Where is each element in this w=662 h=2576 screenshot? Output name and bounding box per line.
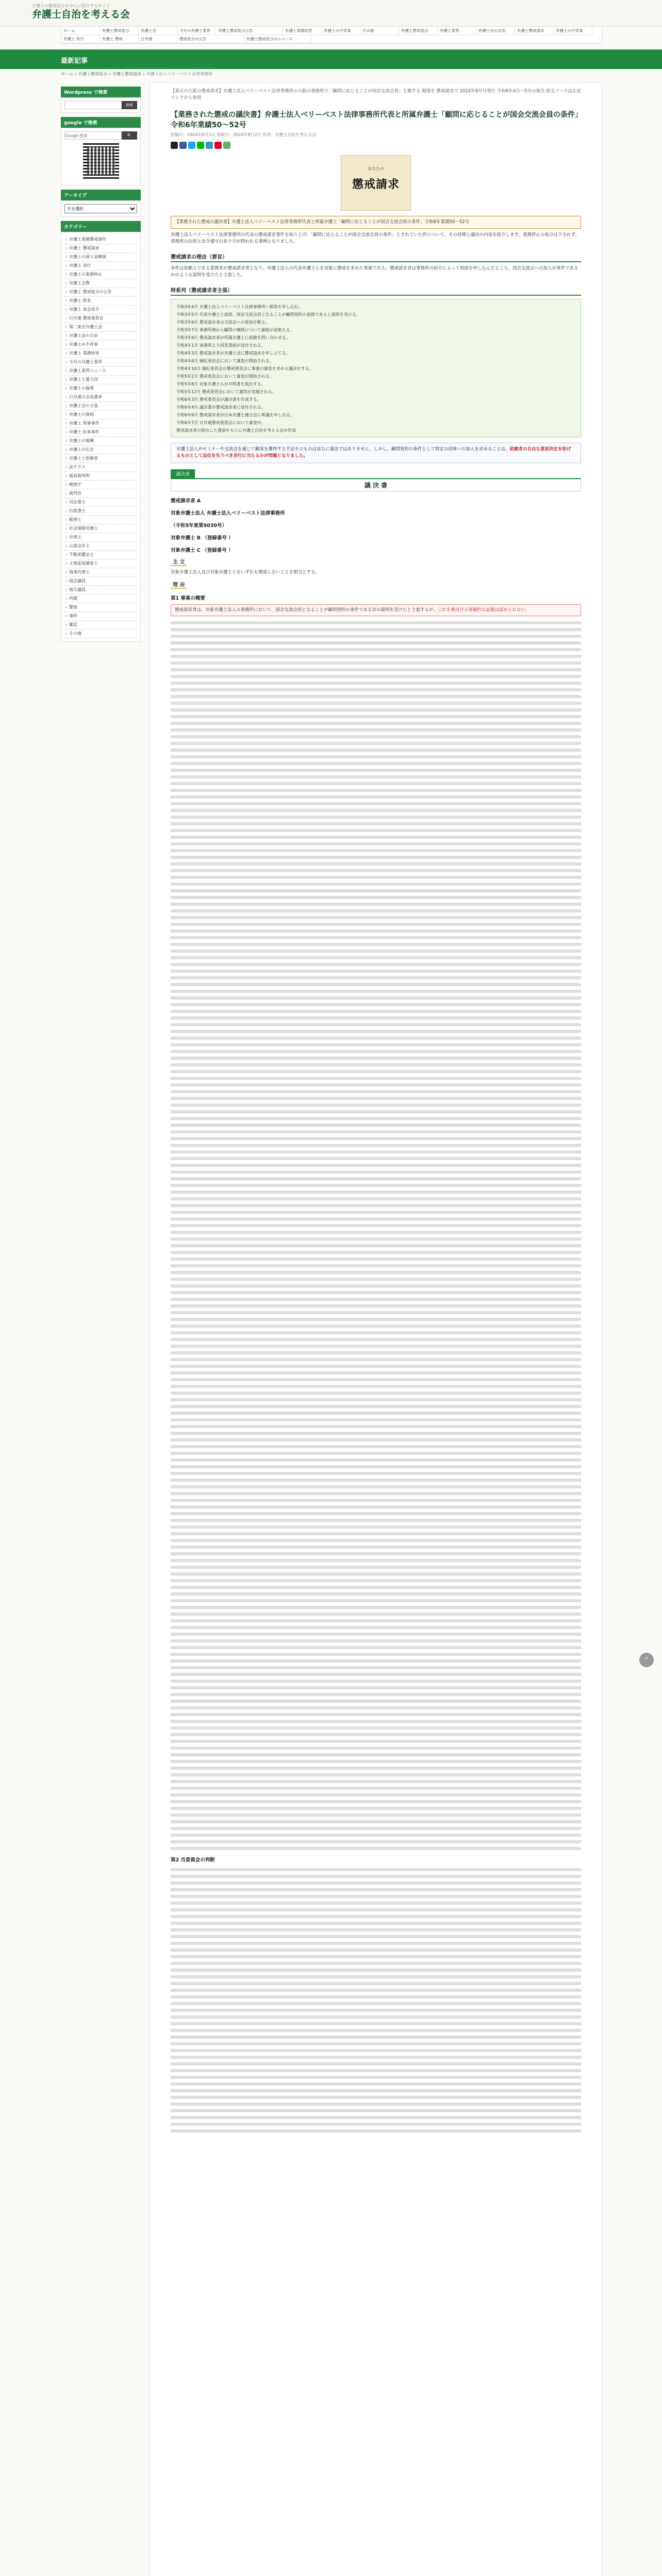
timeline-item: 令和3年6月 懲戒請求者は交流会への参加を断る。	[176, 319, 270, 325]
google-search-button[interactable]: 🔍	[122, 131, 137, 140]
category-item[interactable]: › 弁護士 非行	[64, 262, 137, 270]
nav-item[interactable]: 今月の弁護士業界	[177, 27, 216, 35]
category-item[interactable]: › 今月の弁護士業界	[64, 358, 137, 367]
category-item[interactable]: › 弁護士の倫理	[64, 384, 137, 393]
archive-box	[61, 200, 141, 217]
breadcrumb-item: 弁護士法人ベリーベスト法律事務所	[146, 72, 212, 76]
highlight-box	[171, 443, 581, 463]
line-share-icon[interactable]	[197, 142, 204, 149]
nav-item[interactable]: 弁護士業界	[438, 27, 476, 35]
category-item[interactable]: › 日弁連 懲戒委員会	[64, 314, 137, 323]
timeline-note: 懲戒請求者の提出した書面をもとに弁護士自治を考える会が作成	[176, 428, 296, 433]
category-item[interactable]: › 弁護士 退会命令	[64, 306, 137, 314]
widget-title: アーカイブ	[61, 190, 141, 200]
main-decision-heading: 主 文	[171, 557, 187, 566]
archive-select[interactable]	[64, 204, 137, 213]
doc-line: （令和5年東第9030号）	[171, 522, 227, 529]
nav-item[interactable]: 弁護士業務妨害	[283, 27, 322, 35]
category-item[interactable]: › 不動産鑑定士	[64, 551, 137, 560]
site-header	[0, 0, 662, 27]
section-heading: 時系列（懲戒請求者主張）	[171, 286, 581, 296]
nav-item[interactable]: 弁護士懲戒処分	[399, 27, 438, 35]
pinterest-share-icon[interactable]	[214, 142, 222, 149]
copy-link-icon[interactable]	[223, 142, 230, 149]
section-heading: 懲戒請求の理由（要旨）	[171, 252, 581, 262]
scroll-to-top-icon[interactable]: ⌃	[639, 1653, 654, 1667]
timeline-item: 令和6年3月 懲戒委員会が議決書を作成する。	[176, 397, 261, 402]
nav-item[interactable]: 日弁連	[139, 35, 177, 43]
hero-title: 懲戒請求	[352, 178, 400, 191]
category-item[interactable]: › 弁護士と暴力団	[64, 376, 137, 384]
emphasis-red: これを裏付ける客観的な証拠は認められない。	[437, 607, 530, 613]
highlight-red: 依頼者の自由な意思決定を妨げるものとして品位を失うべき非行に当たるかが問題となりました。	[176, 446, 571, 459]
main-decision: 対象弁護士法人及び対象弁護士らをいずれも懲戒しないことを相当とする。	[171, 569, 320, 575]
breadcrumb	[61, 71, 212, 77]
doc-line: 懲戒請求者 A	[171, 498, 201, 504]
category-item[interactable]: › 裁判官	[64, 489, 137, 498]
category-item[interactable]: › 行政書士	[64, 507, 137, 516]
nav-item[interactable]: 弁護士 懲戒	[100, 35, 139, 43]
nav-item[interactable]: 弁護士懲戒処分公告	[216, 27, 283, 35]
doc-line: 対象弁護士 B （登録番号 ）	[171, 535, 234, 541]
timeline-item: 令和5年12月 懲戒委員会において審問が実施される。	[176, 389, 276, 394]
category-item[interactable]: › 弁護士の預り金横領	[64, 253, 137, 262]
timeline-box	[171, 299, 581, 437]
nav-item[interactable]: ホーム	[61, 27, 100, 35]
site-logo[interactable]: 弁護士自治を考える会	[32, 9, 130, 20]
category-item[interactable]: › 弁護士の広告	[64, 446, 137, 454]
highlight-text: 弁護士法人がセミナーや交流会を通じて顧客を獲得する手法そのものは直ちに違法ではありません。しかし、顧問契約の条件として特定の団体への加入を求めることは、	[176, 446, 510, 452]
nav-item[interactable]: 弁護士の不祥事	[554, 27, 592, 35]
category-item[interactable]: › 雑記	[64, 621, 137, 630]
category-item[interactable]: › 社会保険労務士	[64, 524, 137, 533]
category-item[interactable]: › 弁護士の業務停止	[64, 270, 137, 279]
document-tab: 議決書	[171, 469, 195, 478]
emphasis-text: 懲戒請求者は、対象弁護士法人の事務所において、国会交流会員となることが顧問契約の条件である旨の説明を受けたと主張するが、	[175, 607, 438, 613]
timeline-item: 令和4年10月 綱紀委員会が懲戒委員会に事案の審査を求める議決をする。	[176, 366, 313, 371]
category-item[interactable]: › 最高裁判所	[64, 472, 137, 481]
category-item[interactable]: › 検察庁	[64, 481, 137, 489]
intro-paragraph: 弁護士法人ベリーベスト法律事務所の代表の懲戒請求事件を取り上げ、「顧問に応じることが国会交流会員の条件」とされていた件について、その経緯と議決の内容を紹介します。業務停止の処分は下されず、事務所の信用と法令遵守のあり方が問われる事例となりました。	[171, 232, 580, 244]
breadcrumb-sep: »	[73, 72, 78, 76]
share-buttons	[171, 142, 581, 149]
category-item[interactable]: › 内閣	[64, 595, 137, 603]
category-item[interactable]: › 弁護士の資格	[64, 411, 137, 419]
article-body-text	[171, 1866, 581, 2134]
category-item[interactable]: › 弁護士の不祥事	[64, 341, 137, 349]
main-nav	[61, 26, 602, 44]
widget-title: カテゴリー	[61, 221, 141, 232]
nav-item[interactable]: 弁護士懲戒請求	[515, 27, 554, 35]
bluesky-share-icon[interactable]	[188, 142, 195, 149]
timeline-item: 令和3年9月 懲戒請求者が所属弁護士に経緯を問い合わせる。	[176, 335, 290, 340]
timeline-item: 令和4年1月 事務所より回答書面が送付される。	[176, 343, 266, 348]
google-search-box	[61, 128, 141, 185]
callout: 【業務された懲戒の議決書】弁護士法人ベリーベスト法律事務所代表と所属弁護士「顧問に応じることが国会交流会員の条件」令和6年業績50～52号	[171, 216, 581, 229]
timeline-item: 令和6年6月 懲戒請求者が日本弁護士連合会に異議を申し出る。	[176, 412, 294, 417]
category-item[interactable]: › 弁護士の報酬	[64, 437, 137, 446]
banner-title: 最新記事	[61, 57, 88, 65]
category-item[interactable]: › 国会議員	[64, 577, 137, 586]
nav-item[interactable]: 弁護士懲戒処分	[100, 27, 139, 35]
summary-paragraph: 本件は依頼人である業務者が懲戒請求者となり、弁護士法人の代表弁護士らを対象に懲戒を求めた事案である。懲戒請求者は事務所の紹介によって相談を申し込んだところ、国会交流会への加入が条件であるかのような説明を受けたと主張した。	[171, 265, 578, 278]
timeline-item: 令和4年3月 懲戒請求者が弁護士会に懲戒請求を申し立てる。	[176, 350, 290, 355]
category-item[interactable]: › 地方議員	[64, 586, 137, 595]
timeline-item: 令和4年6月 綱紀委員会において調査が開始される。	[176, 358, 274, 363]
timeline-item: 令和5年8月 対象弁護士らが弁明書を提出する。	[176, 381, 266, 386]
timeline-item: 令和6年7月 日弁連懲戒委員会において審査中。	[176, 420, 266, 425]
category-item[interactable]: › 第二東京弁護士会	[64, 323, 137, 332]
breadcrumb-sep: »	[107, 72, 112, 76]
reason-heading: 理 由	[171, 580, 187, 589]
category-item[interactable]: › 弁護士業界ニュース	[64, 367, 137, 376]
category-item[interactable]: › 弁理士	[64, 533, 137, 542]
article	[150, 82, 602, 2576]
widget-title: google で検索	[61, 117, 141, 128]
emphasis-box	[171, 604, 581, 616]
nav-item[interactable]: 弁護士会の自治	[476, 27, 515, 35]
category-item[interactable]: › 日弁連の会長選挙	[64, 393, 137, 402]
category-item[interactable]: › 税理士	[64, 516, 137, 524]
qr-code-icon	[83, 143, 119, 179]
article-body-text	[171, 619, 581, 1851]
timeline-item: 令和3年4月 弁護士法人ベリーベスト法律事務所へ相談を申し込む。	[176, 304, 303, 309]
hero-image	[341, 155, 411, 211]
doc-line: 対象弁護士 C （登録番号 ）	[171, 547, 234, 553]
section-banner	[0, 49, 662, 69]
timeline-item: 令和5年2月 懲戒委員会において審査が開始される。	[176, 374, 274, 379]
nav-item[interactable]: 弁護士 非行	[61, 35, 100, 43]
nav-item[interactable]: 弁護士懲戒処分のニュース	[244, 35, 311, 43]
category-item[interactable]: › 土地家屋調査士	[64, 560, 137, 568]
category-item[interactable]: › 弁護士業務懲戒事件	[64, 235, 137, 244]
article-top-note: 【第五の大阪の懲戒請求】弁護士法人ベリーベスト法律事務所の大阪の事務所で「顧問に応じることが国会交流会員」と題する 報道を 懲戒請求で 2024年8月号発行 令和6年4月～5月の報告 原文ソースは左記リンクから参照	[171, 89, 581, 100]
category-item[interactable]: › 警察	[64, 603, 137, 612]
category-item[interactable]: › 事件	[64, 612, 137, 621]
hero-sub: あなたの	[368, 166, 384, 171]
wp-search-input[interactable]	[64, 101, 122, 109]
page-title: 【業務された懲戒の議決書】弁護士法人ベリーベスト法律事務所代表と所属弁護士「顧問に応じることが国会交流会員の条件」令和6年業績50～52号	[171, 111, 578, 129]
wp-search-button[interactable]: 検索	[122, 101, 137, 109]
breadcrumb-sep: »	[141, 72, 146, 76]
category-item[interactable]: › その他	[64, 630, 137, 638]
nav-item[interactable]: その他	[360, 27, 399, 35]
category-item[interactable]: › 司法書士	[64, 498, 137, 507]
nav-item[interactable]: 弁護士会	[139, 27, 177, 35]
timeline-item: 令和3年7月 事務所側から顧問の継続について連絡が途絶える。	[176, 327, 294, 332]
fact-heading: 第1 事案の概要	[171, 595, 205, 601]
category-item[interactable]: › 弁護士会の主張	[64, 402, 137, 411]
category-item[interactable]: › 弁護士 懲戒請求	[64, 244, 137, 253]
category-item[interactable]: › 弁護士会費	[64, 279, 137, 288]
document-title: 議 決 書	[171, 478, 581, 492]
doc-line: 対象弁護士法人 弁護士法人ベリーベスト法律事務所	[171, 510, 285, 516]
category-item[interactable]: › 海事代理士	[64, 568, 137, 577]
category-item[interactable]: › 弁護士 刑事事件	[64, 419, 137, 428]
x-share-icon[interactable]	[171, 142, 178, 149]
hatena-share-icon[interactable]	[206, 142, 213, 149]
google-search-input[interactable]	[64, 131, 122, 140]
breadcrumb-cat[interactable]: 弁護士懲戒処分	[78, 72, 107, 76]
category-item[interactable]: › 弁護士 業務妨害	[64, 349, 137, 358]
breadcrumb-cur[interactable]: 弁護士懲戒請求	[112, 72, 141, 76]
timeline-item: 令和3年5月 代表弁護士と面談、国会交流会員となることが顧問契約の前提であると説明を受ける。	[176, 312, 360, 317]
category-box	[61, 232, 141, 642]
facebook-share-icon[interactable]	[179, 142, 187, 149]
article-meta: 投稿日：2024年8月1日 更新日：2024年8月2日 作者：弁護士自治を考える会	[171, 132, 317, 137]
nav-item[interactable]: 弁護士の不祥事	[322, 27, 360, 35]
category-item[interactable]: › 法テラス	[64, 463, 137, 472]
category-item[interactable]: › 弁護士会の自治	[64, 332, 137, 341]
widget-title: Wordpress で検索	[61, 87, 141, 97]
timeline-item: 令和6年4月 議決書が懲戒請求者に送付される。	[176, 404, 266, 410]
category-item[interactable]: › 弁護士 懲戒処分の公告	[64, 288, 137, 297]
nav-item[interactable]: 懲戒処分の公告	[177, 35, 244, 43]
category-item[interactable]: › 弁護士 除名	[64, 297, 137, 306]
breadcrumb-home[interactable]: ホーム	[61, 72, 73, 76]
category-item[interactable]: › 公認会計士	[64, 542, 137, 551]
category-item[interactable]: › 弁護士 民事事件	[64, 428, 137, 437]
judge-heading: 第2 当委員会の判断	[171, 1857, 215, 1863]
sidebar	[61, 82, 141, 642]
category-item[interactable]: › 弁護士と依頼者	[64, 454, 137, 463]
category-list	[64, 235, 137, 638]
wp-search-box	[61, 97, 141, 113]
site-tagline: 弁護士の懲戒処分を中心に紹介するサイト	[32, 4, 110, 8]
